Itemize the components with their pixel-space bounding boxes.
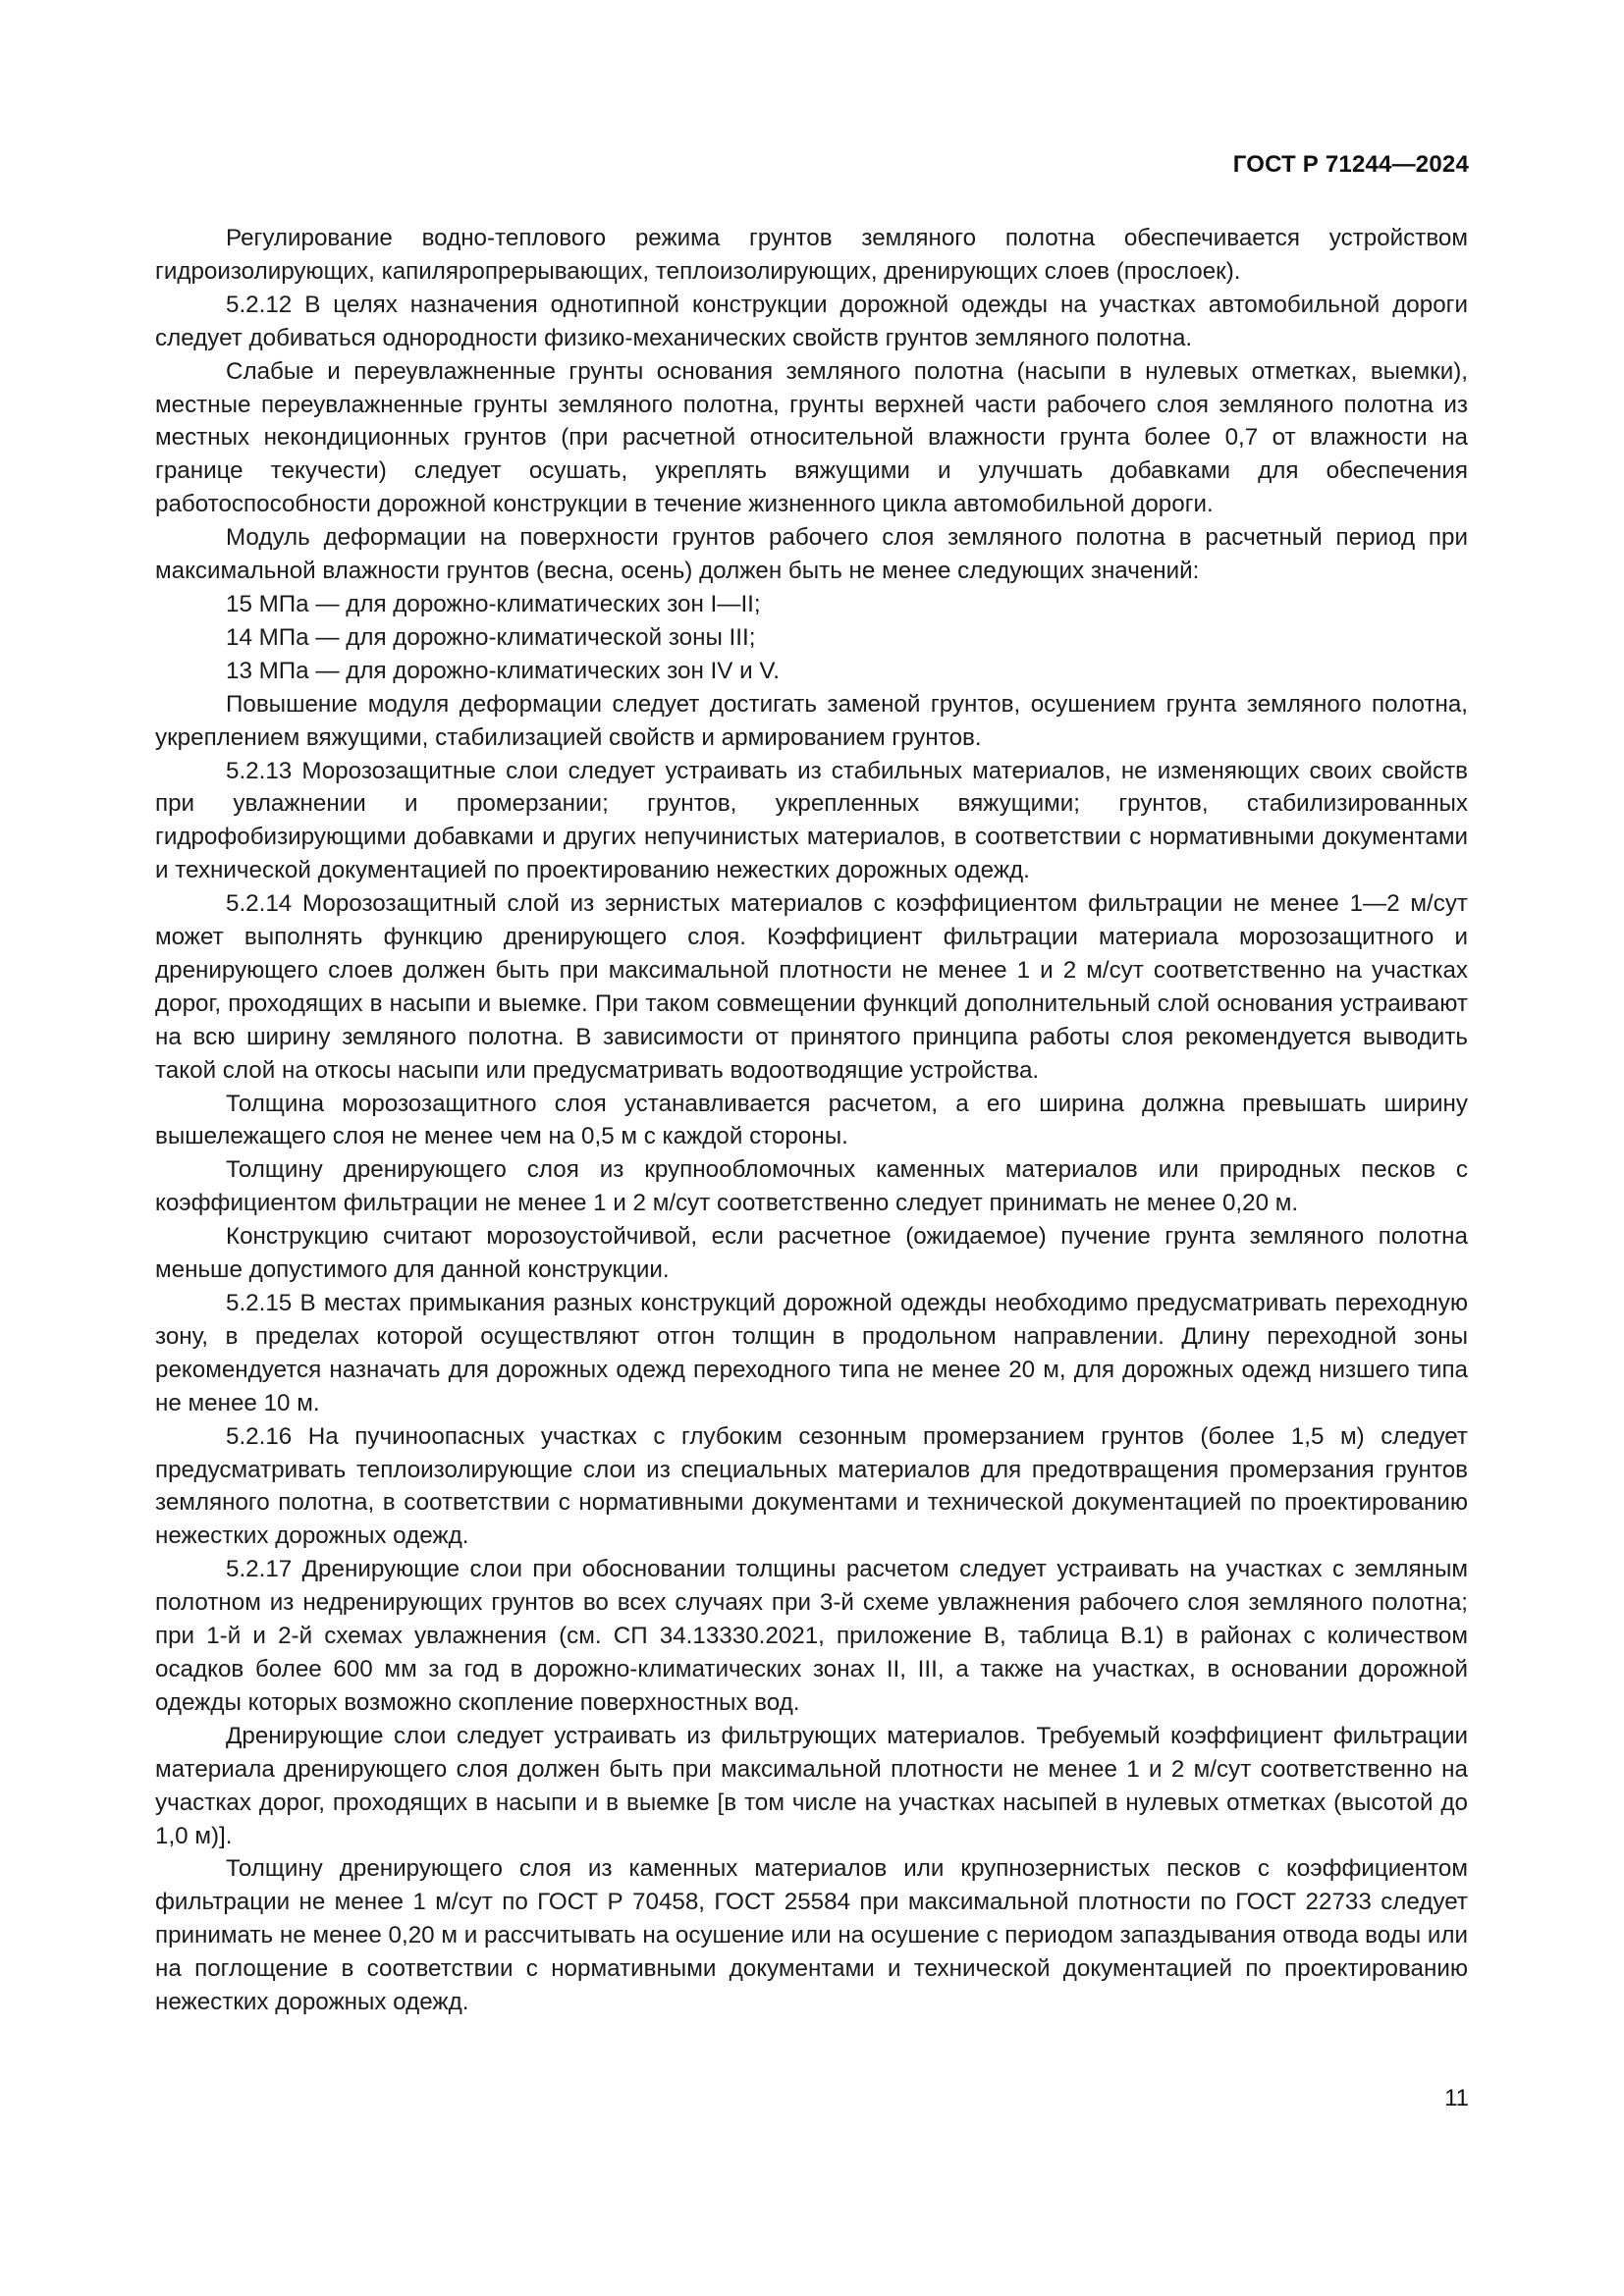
paragraph: Толщину дренирующего слоя из каменных материалов или крупнозернистых песков с коэффициентом фильтрации не менее 1 м/сут по ГОСТ Р 70458, ГОСТ 25584 при максимальной плотности по ГОСТ 22733 следует принимать не менее 0,20 м и рассчитывать на осушение или на осушение с периодом запаздывания отвода воды или на поглощение в соответствии с нормативными документами и технической документацией по проектированию нежестких дорожных одежд. <box>155 1855 1468 2016</box>
body-text <box>155 222 1468 2019</box>
list-item: 15 МПа — для дорожно-климатических зон I—II; <box>226 590 761 617</box>
paragraph: 5.2.15 В местах примыкания разных конструкций дорожной одежды необходимо предусматривать переходную зону, в пределах которой осуществляют отгон толщин в продольном направлении. Длину переходной зоны рекомендуется назначать для дорожных одежд переходного типа не менее 20 м, для дорожных одежд низшего типа не менее 10 м. <box>155 1290 1468 1416</box>
list-item: 13 МПа — для дорожно-климатических зон IV и V. <box>226 657 780 684</box>
paragraph: 5.2.17 Дренирующие слои при обосновании толщины расчетом следует устраивать на участках с земляным полотном из недренирующих грунтов во всех случаях при 3-й схеме увлажнения рабочего слоя земляного полотна; при 1-й и 2-й схемах увлажнения (см. СП 34.13330.2021, приложение В, таблица В.1) в районах с количеством осадков более 600 мм за год в дорожно-климатических зонах II, III, а также на участках, в основании дорожной одежды которых возможно скопление поверхностных вод. <box>155 1556 1468 1716</box>
paragraph: Дренирующие слои следует устраивать из фильтрующих материалов. Требуемый коэффициент фильтрации материала дренирующего слоя должен быть при максимальной плотности не менее 1 и 2 м/сут соответственно на участках дорог, проходящих в насыпи и в выемке [в том числе на участках насыпей в нулевых отметках (высотой до 1,0 м)]. <box>155 1722 1468 1849</box>
paragraph: Конструкцию считают морозоустойчивой, если расчетное (ожидаемое) пучение грунта земляного полотна меньше допустимого для данной конструкции. <box>155 1223 1468 1284</box>
paragraph: Модуль деформации на поверхности грунтов рабочего слоя земляного полотна в расчетный период при максимальной влажности грунтов (весна, осень) должен быть не менее следующих значений: <box>155 524 1468 585</box>
paragraph: Толщина морозозащитного слоя устанавливается расчетом, а его ширина должна превышать ширину вышележащего слоя не менее чем на 0,5 м с каждой стороны. <box>155 1090 1468 1150</box>
paragraph: Регулирование водно-теплового режима грунтов земляного полотна обеспечивается устройством гидроизолирующих, капиляропрерывающих, теплоизолирующих, дренирующих слоев (прослоек). <box>155 225 1468 285</box>
paragraph: Повышение модуля деформации следует достигать заменой грунтов, осушением грунта земляного полотна, укреплением вяжущими, стабилизацией свойств и армированием грунтов. <box>155 690 1468 751</box>
paragraph: Толщину дренирующего слоя из крупнообломочных каменных материалов или природных песков с коэффициентом фильтрации не менее 1 и 2 м/сут соответственно следует принимать не менее 0,20 м. <box>155 1156 1468 1217</box>
list-item: 14 МПа — для дорожно-климатической зоны III; <box>226 623 756 651</box>
paragraph: Слабые и переувлажненные грунты основания земляного полотна (насыпи в нулевых отметках, выемки), местные переувлажненные грунты земляного полотна, грунты верхней части рабочего слоя земляного полотна из местных некондиционных грунтов (при расчетной относительной влажности грунта более 0,7 от влажности на границе текучести) следует осушать, укреплять вяжущими и улучшать добавками для обеспечения работоспособности дорожной конструкции в течение жизненного цикла автомобильной дороги. <box>155 357 1468 518</box>
paragraph: 5.2.14 Морозозащитный слой из зернистых материалов с коэффициентом фильтрации не менее 1—2 м/сут может выполнять функцию дренирующего слоя. Коэффициент фильтрации материала морозозащитного и дренирующего слоев должен быть при максимальной плотности не менее 1 и 2 м/сут соответственно на участках дорог, проходящих в насыпи и выемке. При таком совмещении функций дополнительный слой основания устраивают на всю ширину земляного полотна. В зависимости от принятого принципа работы слоя рекомендуется выводить такой слой на откосы насыпи или предусматривать водоотводящие устройства. <box>155 890 1468 1084</box>
paragraph: 5.2.16 На пучиноопасных участках с глубоким сезонным промерзанием грунтов (более 1,5 м) следует предусматривать теплоизолирующие слои из специальных материалов для предотвращения промерзания грунтов земляного полотна, в соответствии с нормативными документами и технической документацией по проектированию нежестких дорожных одежд. <box>155 1422 1468 1550</box>
page-number: 11 <box>1444 2085 1469 2111</box>
document-header: ГОСТ Р 71244—2024 <box>1232 151 1469 178</box>
paragraph: 5.2.12 В целях назначения однотипной конструкции дорожной одежды на участках автомобильной дороги следует добиваться однородности физико-механических свойств грунтов земляного полотна. <box>155 291 1468 351</box>
paragraph: 5.2.13 Морозозащитные слои следует устраивать из стабильных материалов, не изменяющих своих свойств при увлажнении и промерзании; грунтов, укрепленных вяжущими; грунтов, стабилизированных гидрофобизирующими добавками и других непучинистых материалов, в соответствии с нормативными документами и технической документацией по проектированию нежестких дорожных одежд. <box>155 757 1468 884</box>
